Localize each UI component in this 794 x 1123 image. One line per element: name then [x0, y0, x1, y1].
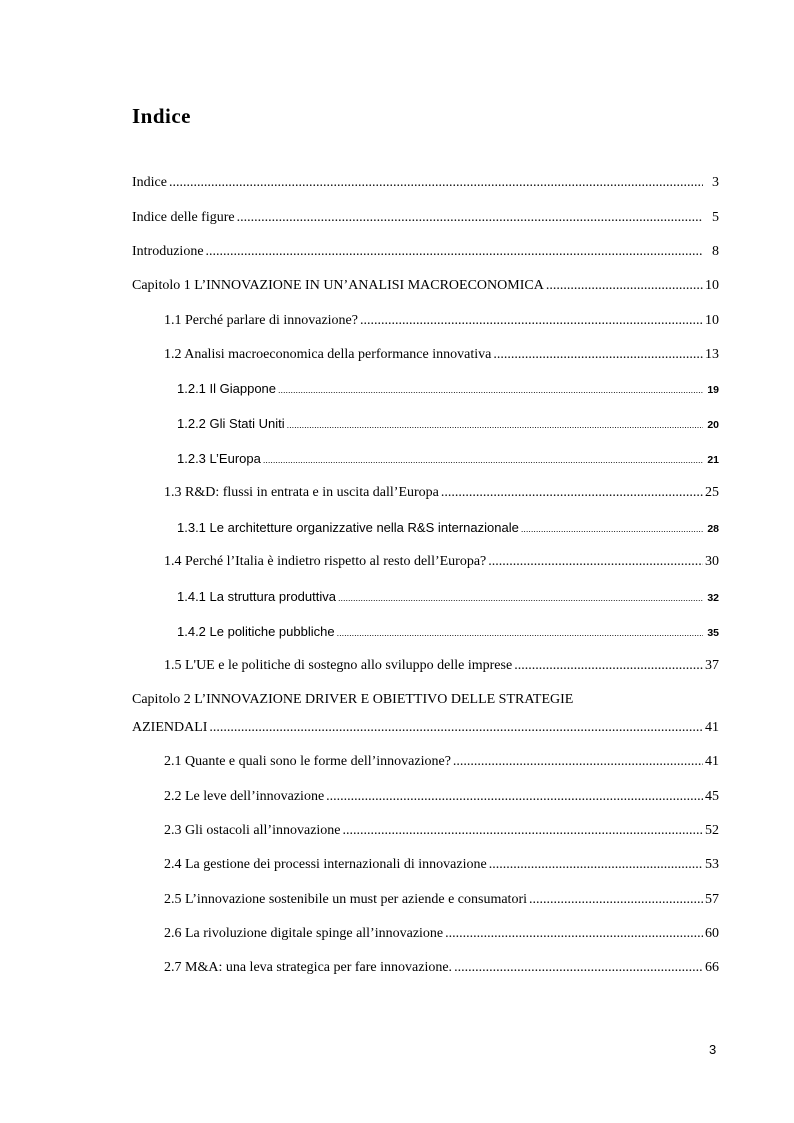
toc-entry-2-6[interactable]	[164, 924, 719, 944]
toc-entry-page: 28	[707, 523, 719, 535]
toc-entry-2-4[interactable]	[164, 855, 719, 875]
toc-leader	[343, 821, 703, 841]
toc-entry-label: 1.5 L'UE e le politiche di sostegno allo sviluppo delle imprese	[164, 658, 513, 673]
toc-entry-label: Capitolo 2 L’INNOVAZIONE DRIVER E OBIETTIVO DELLE STRATEGIE	[132, 692, 574, 707]
toc-entry-page: 8	[712, 244, 719, 259]
toc-entry-1-2-3[interactable]	[177, 449, 719, 469]
toc-entry-label: 1.4 Perché l’Italia è indietro rispetto al resto dell’Europa?	[164, 554, 487, 569]
toc-entry-indice[interactable]	[132, 173, 719, 193]
toc-leader	[445, 924, 703, 944]
toc-leader	[360, 311, 703, 331]
toc-entry-1-2-2[interactable]	[177, 414, 719, 434]
toc-entry-1-2-1[interactable]	[177, 379, 719, 399]
toc-leader	[441, 483, 703, 503]
toc-entry-1-4-1[interactable]	[177, 587, 719, 607]
toc-entry-capitolo-1[interactable]	[132, 276, 719, 296]
toc-entry-page: 30	[705, 554, 719, 569]
toc-leader	[326, 787, 703, 807]
toc-entry-label: 1.2.1 Il Giappone	[177, 381, 277, 396]
toc-entry-page: 25	[705, 485, 719, 500]
toc-entry-2-7[interactable]	[164, 958, 719, 978]
toc-entry-capitolo-2-continued[interactable]	[132, 718, 719, 738]
toc-entry-label-continued: AZIENDALI	[132, 720, 208, 735]
toc-entry-page: 45	[705, 789, 719, 804]
toc-leader	[263, 449, 703, 470]
toc-entry-page: 53	[705, 857, 719, 872]
toc-entry-page: 60	[705, 926, 719, 941]
toc-entry-page: 57	[705, 892, 719, 907]
toc-leader	[546, 276, 703, 296]
toc-leader	[521, 518, 703, 539]
toc-entry-page: 66	[705, 960, 719, 975]
toc-entry-label: 2.1 Quante e quali sono le forme dell’innovazione?	[164, 754, 451, 769]
toc-entry-label: 2.7 M&A: una leva strategica per fare innovazione.	[164, 960, 453, 975]
toc-entry-2-2[interactable]	[164, 787, 719, 807]
toc-entry-label: 2.4 La gestione dei processi internazionali di innovazione	[164, 857, 487, 872]
toc-entry-page: 32	[707, 592, 719, 604]
toc-entry-label: 1.3 R&D: flussi in entrata e in uscita dall’Europa	[164, 485, 439, 500]
toc-leader	[453, 752, 703, 772]
toc-entry-label: 2.3 Gli ostacoli all’innovazione	[164, 823, 341, 838]
toc-entry-1-2[interactable]	[164, 345, 719, 365]
toc-leader	[206, 242, 703, 262]
toc-entry-page: 37	[705, 658, 719, 673]
toc-leader	[529, 890, 703, 910]
toc-entry-label: Introduzione	[132, 244, 204, 259]
toc-entry-page: 13	[705, 347, 719, 362]
toc-entry-label: 1.4.2 Le politiche pubbliche	[177, 624, 335, 639]
toc-entry-page: 20	[707, 419, 719, 431]
toc-entry-label: 1.2.3 L’Europa	[177, 451, 261, 466]
toc-entry-1-1[interactable]	[164, 311, 719, 331]
toc-entry-label: 2.6 La rivoluzione digitale spinge all’innovazione	[164, 926, 444, 941]
toc-entry-page: 21	[707, 454, 719, 466]
toc-entry-page: 19	[707, 384, 719, 396]
toc-entry-page: 10	[705, 313, 719, 328]
toc-entry-2-3[interactable]	[164, 821, 719, 841]
toc-entry-label: 1.2.2 Gli Stati Uniti	[177, 416, 285, 431]
toc-leader	[493, 345, 703, 365]
toc-leader	[338, 587, 703, 608]
toc-entry-2-1[interactable]	[164, 752, 719, 772]
toc-entry-page: 41	[705, 720, 719, 735]
toc-entry-1-4-2[interactable]	[177, 622, 719, 642]
page-title: Indice	[132, 104, 192, 128]
page-number: 3	[709, 1042, 717, 1057]
toc-leader	[237, 208, 703, 228]
toc-entry-label: Capitolo 1 L’INNOVAZIONE IN UN’ANALISI MACROECONOMICA	[132, 278, 544, 293]
toc-entry-page: 10	[705, 278, 719, 293]
toc-leader	[278, 379, 703, 400]
toc-entry-page: 3	[712, 175, 719, 190]
toc-entry-page: 35	[707, 627, 719, 639]
toc-leader	[454, 958, 703, 978]
toc-entry-1-5[interactable]	[164, 656, 719, 676]
toc-leader	[489, 855, 703, 875]
toc-entry-1-3[interactable]	[164, 483, 719, 503]
toc-entry-page: 41	[705, 754, 719, 769]
toc-entry-capitolo-2[interactable]	[132, 690, 719, 710]
toc-leader	[169, 173, 703, 193]
toc-entry-label: 2.2 Le leve dell’innovazione	[164, 789, 325, 804]
toc-entry-label: 2.5 L’innovazione sostenibile un must per aziende e consumatori	[164, 892, 528, 907]
toc-entry-page: 5	[712, 210, 719, 225]
toc-leader	[488, 552, 703, 572]
toc-entry-2-5[interactable]	[164, 890, 719, 910]
toc-entry-label: Indice	[132, 175, 167, 190]
toc-leader	[209, 718, 703, 738]
toc-entry-label: 1.4.1 La struttura produttiva	[177, 589, 336, 604]
toc-entry-label: Indice delle figure	[132, 210, 235, 225]
toc-entry-1-3-1[interactable]	[177, 518, 719, 538]
toc-entry-1-4[interactable]	[164, 552, 719, 572]
toc-entry-indice-figure[interactable]	[132, 208, 719, 228]
toc-entry-label: 1.1 Perché parlare di innovazione?	[164, 313, 358, 328]
toc-entry-introduzione[interactable]	[132, 242, 719, 262]
toc-entry-label: 1.3.1 Le architetture organizzative nella R&S internazionale	[177, 520, 519, 535]
toc-entry-page: 52	[705, 823, 719, 838]
toc-leader	[287, 414, 703, 435]
toc-entry-label: 1.2 Analisi macroeconomica della performance innovativa	[164, 347, 492, 362]
toc-leader	[337, 622, 703, 643]
toc-leader	[514, 656, 703, 676]
